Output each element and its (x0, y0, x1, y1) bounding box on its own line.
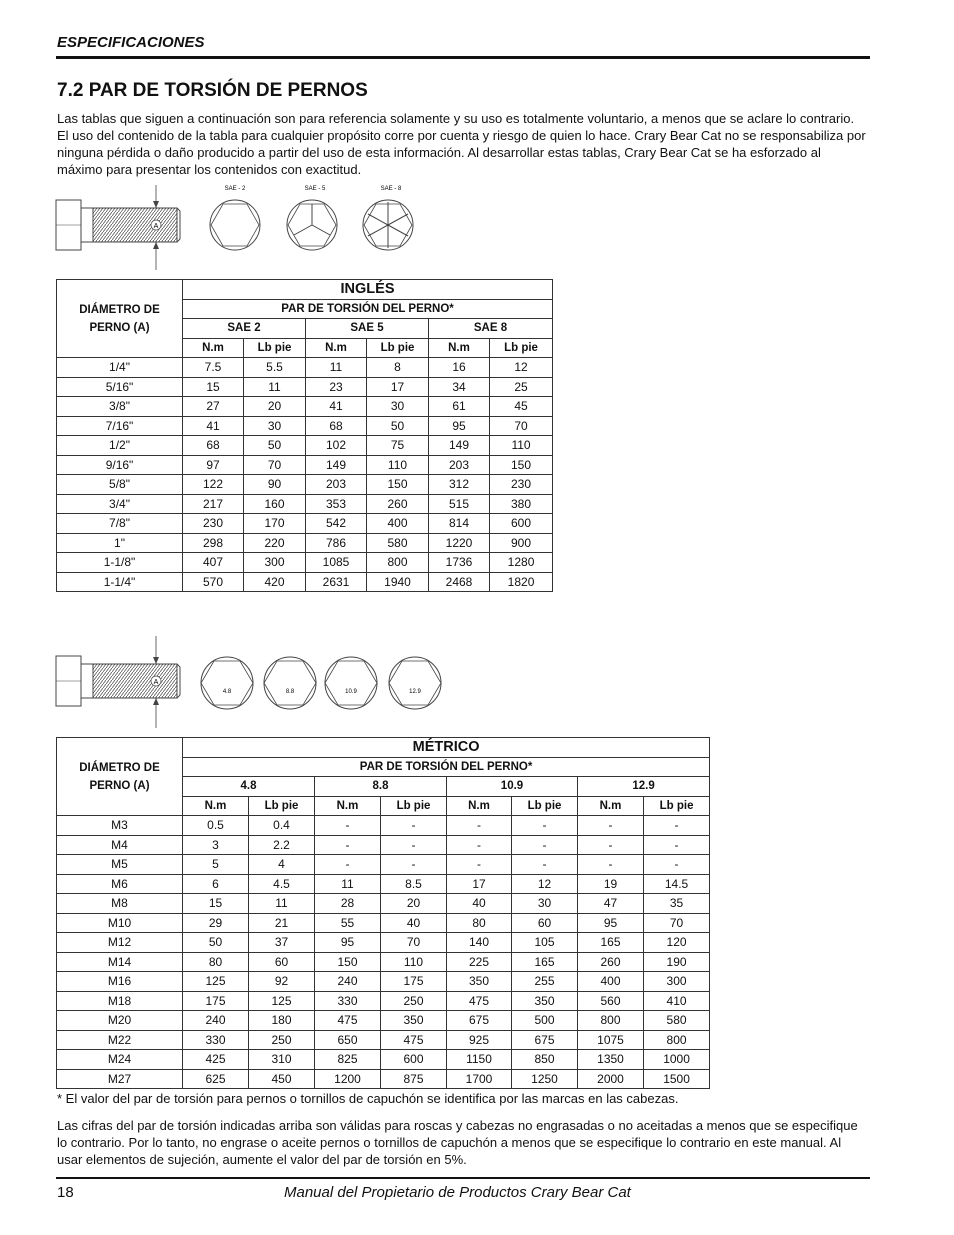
table-row (57, 436, 553, 456)
torque-value-cell: 925 (447, 1030, 512, 1050)
metric-12-9-head-icon (389, 657, 441, 709)
torque-value-cell: 400 (578, 972, 644, 992)
torque-value-cell: 165 (578, 933, 644, 953)
torque-value-cell: 21 (249, 913, 315, 933)
torque-value-cell: 30 (244, 416, 306, 436)
table-row (57, 514, 553, 534)
torque-value-cell: 3 (183, 835, 249, 855)
table-row (57, 874, 710, 894)
torque-value-cell: - (512, 855, 578, 875)
torque-value-cell: 19 (578, 874, 644, 894)
torque-value-cell: 150 (367, 475, 429, 495)
sae-8-label: SAE - 8 (380, 186, 402, 192)
bolt-size-cell: M24 (57, 1050, 183, 1070)
torque-value-cell: 0.5 (183, 816, 249, 836)
bolt-side-view-icon (56, 636, 180, 728)
table-subtitle: PAR DE TORSIÓN DEL PERNO* (183, 757, 710, 777)
table-row (57, 1030, 710, 1050)
torque-value-cell: 27 (183, 397, 244, 417)
table-row (57, 855, 710, 875)
torque-value-cell: 850 (512, 1050, 578, 1070)
torque-value-cell: 120 (644, 933, 710, 953)
torque-value-cell: 41 (306, 397, 367, 417)
torque-value-cell: 95 (429, 416, 490, 436)
torque-value-cell: 300 (644, 972, 710, 992)
sae-8-head-icon (363, 186, 413, 250)
torque-value-cell: 425 (183, 1050, 249, 1070)
unit-header: N.m (429, 338, 490, 358)
torque-value-cell: 250 (381, 991, 447, 1011)
metric-4-8-head-icon (201, 657, 253, 709)
torque-value-cell: - (447, 835, 512, 855)
table-row (57, 1069, 710, 1089)
table-row (57, 816, 710, 836)
metric-heads-figure (195, 650, 455, 716)
unit-header: Lb pie (367, 338, 429, 358)
table-row (57, 377, 553, 397)
grade-8-8-label: 8.8 (285, 689, 295, 695)
torque-value-cell: 70 (490, 416, 553, 436)
torque-value-cell: 11 (306, 358, 367, 378)
intro-paragraph: Las tablas que siguen a continuación son para referencia solamente y su uso es totalmente voluntario, a menos que se aclare lo contrario. El uso del contenido de la tabla para cualquier propósito corre por cuenta y riesgo de quien lo hace. Crary Bear Cat no se responsabiliza por ninguna pérdida o daño producido a partir del uso de esta información. Al desarrollar estas tablas, Crary Bear Cat se ha esforzado al máximo para presentar los contenidos con exactitud. (57, 111, 866, 177)
torque-value-cell: 542 (306, 514, 367, 534)
torque-value-cell: 600 (381, 1050, 447, 1070)
torque-value-cell: 1150 (447, 1050, 512, 1070)
torque-value-cell: 95 (315, 933, 381, 953)
bolt-size-cell: M12 (57, 933, 183, 953)
torque-value-cell: 220 (244, 533, 306, 553)
bolt-size-cell: 1/4" (57, 358, 183, 378)
torque-value-cell: 2.2 (249, 835, 315, 855)
torque-value-cell: 55 (315, 913, 381, 933)
torque-value-cell: 380 (490, 494, 553, 514)
torque-value-cell: 12 (512, 874, 578, 894)
torque-value-cell: 350 (381, 1011, 447, 1031)
bolt-size-cell: M20 (57, 1011, 183, 1031)
table-subtitle: PAR DE TORSIÓN DEL PERNO* (183, 299, 553, 319)
torque-value-cell: 75 (367, 436, 429, 456)
torque-value-cell: 70 (644, 913, 710, 933)
torque-value-cell: 102 (306, 436, 367, 456)
grade-12-9-label: 12.9 (409, 689, 421, 695)
torque-value-cell: - (644, 855, 710, 875)
unit-header: Lb pie (381, 796, 447, 816)
torque-value-cell: - (381, 835, 447, 855)
torque-value-cell: 29 (183, 913, 249, 933)
torque-value-cell: 175 (183, 991, 249, 1011)
torque-value-cell: 420 (244, 572, 306, 592)
torque-value-cell: 407 (183, 553, 244, 573)
torque-value-cell: - (512, 816, 578, 836)
bolt-size-cell: 3/8" (57, 397, 183, 417)
dim-label-a: A (153, 223, 159, 230)
torque-value-cell: 475 (315, 1011, 381, 1031)
unit-header: N.m (315, 796, 381, 816)
torque-value-cell: - (315, 835, 381, 855)
torque-value-cell: 580 (644, 1011, 710, 1031)
header-section-title: ESPECIFICACIONES (57, 34, 205, 51)
bolt-size-cell: M4 (57, 835, 183, 855)
grade-header: 4.8 (183, 777, 315, 797)
torque-value-cell: 1075 (578, 1030, 644, 1050)
torque-value-cell: 180 (249, 1011, 315, 1031)
torque-value-cell: 7.5 (183, 358, 244, 378)
torque-value-cell: 68 (306, 416, 367, 436)
diam-header: DIÁMETRO DE PERNO (A) (57, 280, 183, 358)
torque-value-cell: 400 (367, 514, 429, 534)
torque-value-cell: 11 (315, 874, 381, 894)
torque-value-cell: - (578, 835, 644, 855)
bolt-size-cell: M27 (57, 1069, 183, 1089)
grade-4-8-label: 4.8 (222, 689, 232, 695)
bolt-side-view-icon (56, 185, 180, 270)
torque-value-cell: 1085 (306, 553, 367, 573)
unit-header: N.m (447, 796, 512, 816)
torque-value-cell: 34 (429, 377, 490, 397)
torque-value-cell: 122 (183, 475, 244, 495)
torque-value-cell: 110 (367, 455, 429, 475)
torque-value-cell: 300 (244, 553, 306, 573)
bolt-size-cell: M5 (57, 855, 183, 875)
torque-value-cell: 298 (183, 533, 244, 553)
torque-value-cell: 70 (381, 933, 447, 953)
torque-value-cell: 900 (490, 533, 553, 553)
metric-10-9-head-icon (325, 657, 377, 709)
table-title: MÉTRICO (183, 738, 710, 758)
torque-value-cell: 15 (183, 377, 244, 397)
torque-value-cell: 149 (306, 455, 367, 475)
bolt-size-cell: M8 (57, 894, 183, 914)
bolt-size-cell: 1" (57, 533, 183, 553)
torque-value-cell: 800 (367, 553, 429, 573)
table-row (57, 933, 710, 953)
table-row (57, 494, 553, 514)
section-title: 7.2 PAR DE TORSIÓN DE PERNOS (57, 80, 368, 101)
torque-value-cell: 6 (183, 874, 249, 894)
table-row (57, 533, 553, 553)
torque-value-cell: 825 (315, 1050, 381, 1070)
table-body (57, 358, 553, 592)
torque-value-cell: 90 (244, 475, 306, 495)
dim-label-a: A (153, 679, 159, 686)
torque-value-cell: - (315, 816, 381, 836)
torque-value-cell: 800 (578, 1011, 644, 1031)
unit-header: Lb pie (249, 796, 315, 816)
torque-value-cell: 110 (490, 436, 553, 456)
grade-header: SAE 5 (306, 319, 429, 339)
bolt-size-cell: 7/16" (57, 416, 183, 436)
torque-value-cell: 14.5 (644, 874, 710, 894)
sae-2-head-icon (210, 186, 260, 250)
sae-2-label: SAE - 2 (224, 186, 246, 192)
torque-value-cell: 190 (644, 952, 710, 972)
torque-value-cell: - (644, 835, 710, 855)
bolt-size-cell: 9/16" (57, 455, 183, 475)
torque-value-cell: 312 (429, 475, 490, 495)
unit-header: N.m (183, 796, 249, 816)
torque-value-cell: 230 (183, 514, 244, 534)
torque-value-cell: 41 (183, 416, 244, 436)
torque-table-ingles (56, 279, 553, 592)
bolt-size-cell: 1/2" (57, 436, 183, 456)
unit-header: N.m (306, 338, 367, 358)
bolt-size-cell: 5/16" (57, 377, 183, 397)
bolt-size-cell: M14 (57, 952, 183, 972)
torque-value-cell: 30 (512, 894, 578, 914)
torque-value-cell: 786 (306, 533, 367, 553)
table-row (57, 358, 553, 378)
grade-header: 12.9 (578, 777, 710, 797)
torque-value-cell: 800 (644, 1030, 710, 1050)
table-row (57, 397, 553, 417)
torque-value-cell: 250 (249, 1030, 315, 1050)
torque-value-cell: 570 (183, 572, 244, 592)
torque-value-cell: 0.4 (249, 816, 315, 836)
torque-value-cell: 330 (315, 991, 381, 1011)
torque-value-cell: 5 (183, 855, 249, 875)
header-rule (56, 56, 870, 59)
torque-value-cell: 28 (315, 894, 381, 914)
torque-value-cell: - (447, 816, 512, 836)
torque-value-cell: - (512, 835, 578, 855)
torque-value-cell: 60 (249, 952, 315, 972)
torque-value-cell: 1350 (578, 1050, 644, 1070)
torque-value-cell: 11 (249, 894, 315, 914)
torque-value-cell: 125 (183, 972, 249, 992)
table-row (57, 1050, 710, 1070)
grade-header: SAE 2 (183, 319, 306, 339)
torque-value-cell: 650 (315, 1030, 381, 1050)
torque-value-cell: 1280 (490, 553, 553, 573)
torque-value-cell: 150 (490, 455, 553, 475)
table-row (57, 894, 710, 914)
torque-value-cell: 625 (183, 1069, 249, 1089)
torque-value-cell: 1500 (644, 1069, 710, 1089)
torque-value-cell: 40 (381, 913, 447, 933)
unit-header: N.m (578, 796, 644, 816)
sae-5-label: SAE - 5 (304, 186, 326, 192)
unit-header: Lb pie (512, 796, 578, 816)
torque-value-cell: 2631 (306, 572, 367, 592)
torque-value-cell: 20 (244, 397, 306, 417)
table-row (57, 455, 553, 475)
torque-value-cell: 353 (306, 494, 367, 514)
bolt-size-cell: M6 (57, 874, 183, 894)
torque-value-cell: 23 (306, 377, 367, 397)
bolt-size-cell: 5/8" (57, 475, 183, 495)
torque-value-cell: 1200 (315, 1069, 381, 1089)
torque-value-cell: 2468 (429, 572, 490, 592)
torque-value-cell: 25 (490, 377, 553, 397)
torque-value-cell: 40 (447, 894, 512, 914)
torque-value-cell: - (644, 816, 710, 836)
torque-value-cell: 20 (381, 894, 447, 914)
torque-value-cell: 11 (244, 377, 306, 397)
torque-value-cell: 80 (183, 952, 249, 972)
table-row (57, 972, 710, 992)
torque-value-cell: 230 (490, 475, 553, 495)
torque-value-cell: 30 (367, 397, 429, 417)
torque-value-cell: 170 (244, 514, 306, 534)
bolt-size-cell: 1-1/8" (57, 553, 183, 573)
closing-paragraph: Las cifras del par de torsión indicadas arriba son válidas para roscas y cabezas no engrasadas o no aceitadas a menos que se especifique lo contrario. Por lo tanto, no engrase o aceite pernos o tornillos de capuchón a menos que se especifique lo contrario en este manual. Al usar elementos de sujeción, aumente el valor del par de torsión en 5%. (57, 1118, 858, 1167)
torque-value-cell: 50 (183, 933, 249, 953)
bolt-size-cell: M18 (57, 991, 183, 1011)
torque-value-cell: 45 (490, 397, 553, 417)
torque-value-cell: 580 (367, 533, 429, 553)
torque-value-cell: - (447, 855, 512, 875)
torque-value-cell: 110 (381, 952, 447, 972)
torque-value-cell: 68 (183, 436, 244, 456)
torque-value-cell: - (578, 816, 644, 836)
torque-value-cell: 225 (447, 952, 512, 972)
torque-value-cell: 1250 (512, 1069, 578, 1089)
footer-rule (56, 1177, 870, 1179)
torque-value-cell: 125 (249, 991, 315, 1011)
sae-5-head-icon (287, 186, 337, 250)
unit-header: Lb pie (490, 338, 553, 358)
torque-value-cell: 600 (490, 514, 553, 534)
bolt-size-cell: M10 (57, 913, 183, 933)
torque-value-cell: 17 (447, 874, 512, 894)
footnote: * El valor del par de torsión para pernos o tornillos de capuchón se identifica por las marcas en las cabezas. (57, 1091, 679, 1106)
torque-value-cell: 515 (429, 494, 490, 514)
torque-value-cell: 2000 (578, 1069, 644, 1089)
torque-value-cell: 149 (429, 436, 490, 456)
table-title: INGLÉS (183, 280, 553, 300)
torque-value-cell: 203 (306, 475, 367, 495)
torque-value-cell: 47 (578, 894, 644, 914)
torque-value-cell: 1700 (447, 1069, 512, 1089)
torque-value-cell: - (315, 855, 381, 875)
grade-header: 8.8 (315, 777, 447, 797)
bolt-size-cell: M22 (57, 1030, 183, 1050)
table-row (57, 1011, 710, 1031)
torque-value-cell: 140 (447, 933, 512, 953)
table-row (57, 952, 710, 972)
sae-heads-figure (190, 180, 430, 260)
torque-table-metrico (56, 737, 710, 1089)
unit-header: Lb pie (244, 338, 306, 358)
torque-value-cell: 175 (381, 972, 447, 992)
bolt-size-cell: 7/8" (57, 514, 183, 534)
grade-10-9-label: 10.9 (345, 689, 357, 695)
torque-value-cell: 330 (183, 1030, 249, 1050)
torque-value-cell: 500 (512, 1011, 578, 1031)
torque-value-cell: 675 (447, 1011, 512, 1031)
torque-value-cell: 95 (578, 913, 644, 933)
torque-value-cell: 255 (512, 972, 578, 992)
page-number: 18 (57, 1184, 74, 1201)
torque-value-cell: 15 (183, 894, 249, 914)
unit-header: Lb pie (644, 796, 710, 816)
torque-value-cell: 160 (244, 494, 306, 514)
torque-value-cell: - (381, 855, 447, 875)
torque-value-cell: 8 (367, 358, 429, 378)
torque-value-cell: 105 (512, 933, 578, 953)
torque-value-cell: 475 (381, 1030, 447, 1050)
torque-value-cell: 35 (644, 894, 710, 914)
torque-value-cell: 560 (578, 991, 644, 1011)
torque-value-cell: 217 (183, 494, 244, 514)
torque-value-cell: 92 (249, 972, 315, 992)
bolt-size-cell: 3/4" (57, 494, 183, 514)
grade-header: 10.9 (447, 777, 578, 797)
torque-value-cell: 17 (367, 377, 429, 397)
torque-value-cell: 4.5 (249, 874, 315, 894)
torque-value-cell: 240 (315, 972, 381, 992)
torque-value-cell: 12 (490, 358, 553, 378)
torque-value-cell: 1940 (367, 572, 429, 592)
table-body (57, 816, 710, 1089)
footer-manual-title: Manual del Propietario de Productos Crary Bear Cat (284, 1184, 631, 1201)
table-row (57, 475, 553, 495)
torque-value-cell: 203 (429, 455, 490, 475)
torque-value-cell: 1000 (644, 1050, 710, 1070)
bolt-size-cell: M16 (57, 972, 183, 992)
torque-value-cell: 37 (249, 933, 315, 953)
torque-value-cell: 61 (429, 397, 490, 417)
bolt-size-cell: M3 (57, 816, 183, 836)
torque-value-cell: 4 (249, 855, 315, 875)
torque-value-cell: 260 (367, 494, 429, 514)
torque-value-cell: 50 (367, 416, 429, 436)
torque-value-cell: 1220 (429, 533, 490, 553)
torque-value-cell: 350 (447, 972, 512, 992)
unit-header: N.m (183, 338, 244, 358)
torque-value-cell: 450 (249, 1069, 315, 1089)
torque-value-cell: 814 (429, 514, 490, 534)
torque-value-cell: 1820 (490, 572, 553, 592)
metric-8-8-head-icon (264, 657, 316, 709)
table-row (57, 572, 553, 592)
table-row (57, 835, 710, 855)
torque-value-cell: 475 (447, 991, 512, 1011)
torque-value-cell: - (578, 855, 644, 875)
table-row (57, 416, 553, 436)
torque-value-cell: 5.5 (244, 358, 306, 378)
torque-value-cell: 350 (512, 991, 578, 1011)
torque-value-cell: 310 (249, 1050, 315, 1070)
torque-value-cell: - (381, 816, 447, 836)
table-row (57, 991, 710, 1011)
diam-header: DIÁMETRO DE PERNO (A) (57, 738, 183, 816)
torque-value-cell: 16 (429, 358, 490, 378)
bolt-size-cell: 1-1/4" (57, 572, 183, 592)
torque-value-cell: 260 (578, 952, 644, 972)
table-row (57, 553, 553, 573)
torque-value-cell: 50 (244, 436, 306, 456)
torque-value-cell: 150 (315, 952, 381, 972)
torque-value-cell: 97 (183, 455, 244, 475)
torque-value-cell: 80 (447, 913, 512, 933)
torque-value-cell: 70 (244, 455, 306, 475)
table-row (57, 913, 710, 933)
torque-value-cell: 60 (512, 913, 578, 933)
torque-value-cell: 8.5 (381, 874, 447, 894)
torque-value-cell: 1736 (429, 553, 490, 573)
torque-value-cell: 165 (512, 952, 578, 972)
torque-value-cell: 875 (381, 1069, 447, 1089)
torque-value-cell: 240 (183, 1011, 249, 1031)
grade-header: SAE 8 (429, 319, 553, 339)
torque-value-cell: 675 (512, 1030, 578, 1050)
torque-value-cell: 410 (644, 991, 710, 1011)
